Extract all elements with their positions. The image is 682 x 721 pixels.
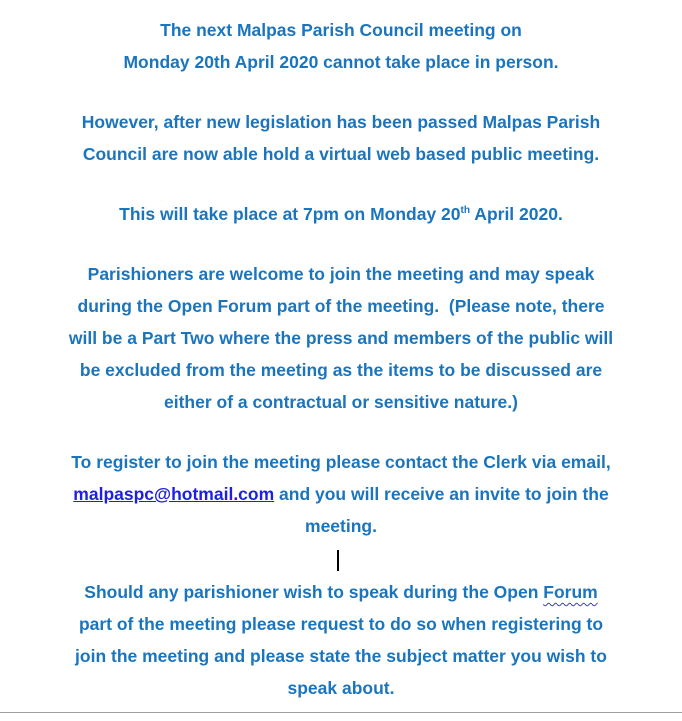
paragraph-line: during the Open Forum part of the meeting. (Please note, there — [77, 296, 605, 316]
paragraph-line — [8, 478, 674, 510]
meeting-time-text: This will take place at 7pm on Monday 20 — [119, 204, 461, 224]
paragraph-register — [8, 446, 674, 542]
meeting-time-text-end: April 2020. — [470, 204, 563, 224]
paragraph-line: either of a contractual or sensitive nature.) — [164, 392, 518, 412]
register-text-rest: and you will receive an invite to join the — [274, 484, 609, 504]
paragraph-meeting-time — [8, 198, 674, 230]
paragraph-line: will be a Part Two where the press and members of the public will — [68, 328, 614, 348]
paragraph-line — [8, 576, 674, 608]
paragraph-line: Monday 20th April 2020 cannot take place in person. — [123, 52, 559, 72]
paragraph-parishioners-welcome — [8, 258, 674, 418]
text-cursor — [337, 550, 339, 571]
paragraph-line: To register to join the meeting please contact the Clerk via email, — [71, 452, 611, 472]
open-forum-text: Should any parishioner wish to speak during the Open — [84, 582, 544, 602]
paragraph-line: meeting. — [305, 516, 377, 536]
paragraph-line: However, after new legislation has been passed Malpas Parish — [81, 112, 601, 132]
ordinal-superscript: th — [460, 205, 471, 217]
paragraph-line: join the meeting and please state the subject matter you wish to — [75, 646, 607, 666]
paragraph-meeting-cancelled — [8, 14, 674, 78]
paragraph-open-forum-request — [8, 576, 674, 704]
paragraph-line: Council are now able hold a virtual web based public meeting. — [82, 144, 600, 164]
paragraph-line: part of the meeting please request to do so when registering to — [78, 614, 604, 634]
paragraph-line: Parishioners are welcome to join the meeting and may speak — [87, 264, 595, 284]
empty-line — [8, 542, 674, 576]
clerk-email-link[interactable]: malpaspc@hotmail.com — [73, 484, 275, 504]
paragraph-line: speak about. — [287, 678, 395, 698]
paragraph-line — [8, 198, 674, 230]
paragraph-new-legislation — [8, 106, 674, 170]
paragraph-line: be excluded from the meeting as the items to be discussed are — [79, 360, 603, 380]
bottom-divider — [0, 712, 682, 713]
paragraph-line: The next Malpas Parish Council meeting on — [160, 20, 522, 40]
spellcheck-flagged-word: Forum — [543, 582, 598, 602]
